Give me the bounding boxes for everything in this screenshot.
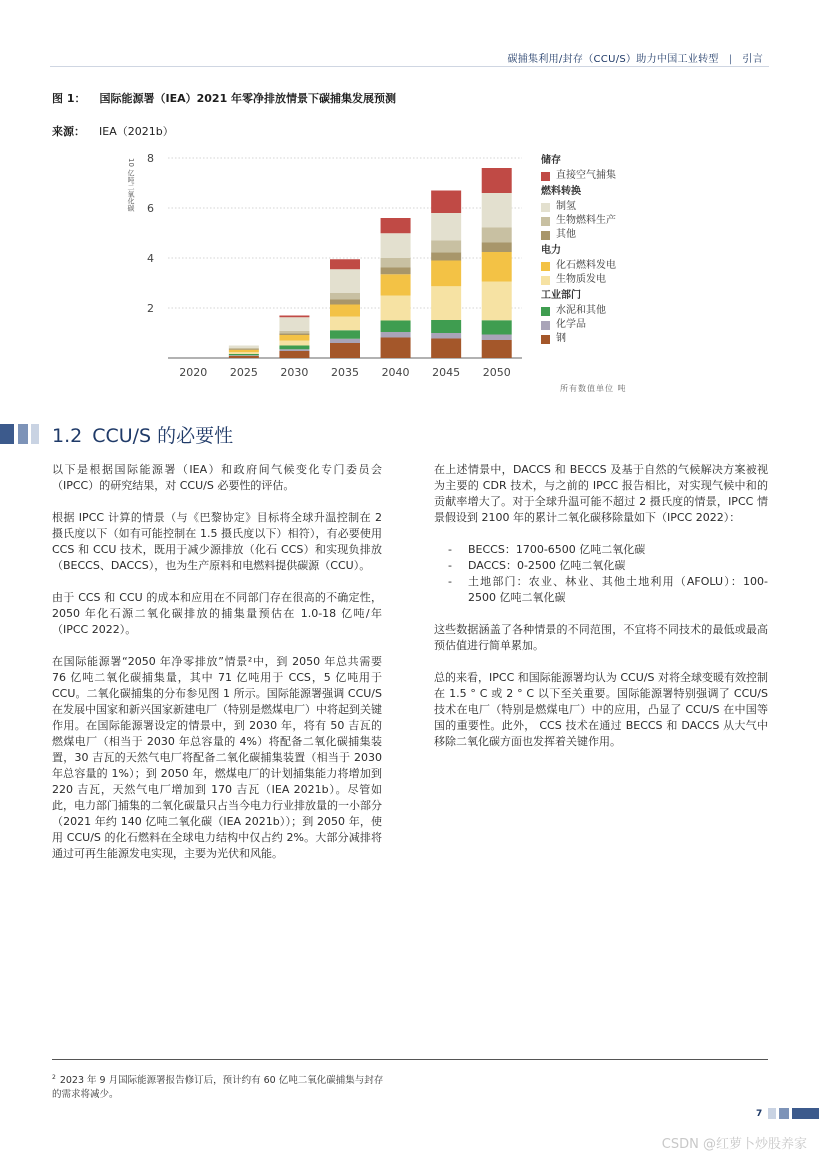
bar-segment	[330, 339, 360, 343]
bar-segment	[381, 338, 411, 359]
footnote	[52, 1071, 392, 1102]
y-tick-label: 2	[147, 302, 154, 315]
figure-source	[52, 123, 174, 139]
bar-segment	[482, 193, 512, 228]
legend-item-cement	[541, 304, 651, 318]
bar-segment	[330, 293, 360, 300]
legend-group-power: 电力	[541, 245, 561, 256]
legend-group-dac: 储存	[541, 155, 561, 166]
section-number: 1.2	[52, 425, 83, 447]
chart-note: 所有数值单位 吨	[560, 384, 627, 393]
legend-swatch-dac	[541, 172, 550, 181]
section-heading	[52, 421, 233, 448]
legend-label-other: 其他	[556, 229, 576, 240]
x-tick-label: 2020	[179, 366, 208, 379]
chart-y-axis-label: 10 亿吨二氧化碳	[127, 158, 135, 212]
bar-segment	[482, 340, 512, 358]
bar-segment	[431, 191, 461, 214]
accent-block-1	[0, 424, 14, 444]
right-column	[434, 462, 768, 766]
figure-source-label: 来源：	[52, 125, 85, 138]
legend-group-fuel: 燃料转换	[541, 186, 581, 197]
bar-segment	[381, 233, 411, 258]
left-paragraph-4: 在国际能源署“2050 年净零排放”情景²中，到 2050 年总共需要 76 亿吨二氧化碳捕集量，其中 71 亿吨用于 CCS，5 亿吨用于 CCU。二氧化碳捕集的分布参见图 1 所示。国际能源署强调 CCU/S 在发展中国家和新兴国家新建电厂（特别是燃煤电厂）中将起到关键作用。在国际能源署设定的情景中，到 2030 年，将有 50 吉瓦的燃煤电厂（相当于 2030 年总容量的 4%）将配备二氧化碳捕集装置，30 吉瓦的天然气电厂将配备二氧化碳捕集装置（相当于 2030 年总容量的 1%）；到 2050 年，燃煤电厂的计划捕集能力将增加到 220 吉瓦，天然气电厂增加到 170 吉瓦（IEA 2021b）。尽管如此，电力部门捕集的二氧化碳量只占当今电力行业排放量的一小部分（2021 年约 140 亿吨二氧化碳（IEA 2021b））；到 2050 年，使用 CCU/S 的化石燃料在全球电力结构中仅占约 2%。大部分减排将通过可再生能源发电实现，主要为光伏和风能。	[52, 655, 382, 860]
legend-swatch-steel	[541, 335, 550, 344]
right-paragraph-3: 总的来看，IPCC 和国际能源署均认为 CCU/S 对将全球变暖有效控制在 1.5 ° C 或 2 ° C 以下至关重要。国际能源署特别强调了 CCU/S 技术在电厂（特别是燃煤电厂）中的应用，凸显了 CCU/S 在中国等国的重要性。此外， CCS 技术在通过 BECCS 和 DACCS 从大气中移除二氧化碳方面也发挥着关键作用。	[434, 671, 768, 748]
list-item: - BECCS：1700-6500 亿吨二氧化碳	[448, 543, 646, 556]
bar-segment	[482, 282, 512, 321]
bar-segment	[330, 330, 360, 339]
bar-segment	[381, 274, 411, 295]
footnote-text: 2023 年 9 月国际能源署报告修订后，预计约有 60 亿吨二氧化碳捕集与封存的需求将减少。	[52, 1075, 384, 1101]
legend-label-hydrogen: 制氢	[556, 201, 576, 212]
bar-segment	[330, 269, 360, 293]
legend-label-biofuel: 生物燃料生产	[556, 215, 616, 226]
bar-segment	[381, 321, 411, 333]
y-tick-label: 4	[147, 252, 154, 265]
list-item: - DACCS：0-2500 亿吨二氧化碳	[448, 559, 626, 572]
bar-segment	[330, 317, 360, 331]
list-item-text: DACCS：0-2500 亿吨二氧化碳	[468, 559, 626, 572]
bar-segment	[431, 320, 461, 333]
bar-segment	[431, 252, 461, 260]
page-accent-bar	[768, 1108, 819, 1119]
bar-segment	[381, 218, 411, 233]
legend-swatch-bio-power	[541, 276, 550, 285]
legend-swatch-hydrogen	[541, 203, 550, 212]
accent-block-2	[18, 424, 28, 444]
right-paragraph-1: 在上述情景中，DACCS 和 BECCS 及基于自然的气候解决方案被视为主要的 CDR 技术，与之前的 IPCC 报告相比，对实现气候中和的贡献率增大了。对于全球升温可能不超过 2 摄氏度的情景，IPCC 情景假设到 2100 年的累计二氧化碳移除量如下（IPCC 2022）：	[434, 463, 768, 524]
legend-swatch-fossil-power	[541, 262, 550, 271]
x-tick-label: 2030	[280, 366, 309, 379]
bar-segment	[279, 316, 309, 318]
legend-item-steel	[541, 332, 651, 346]
legend-item-fossil-power	[541, 259, 651, 273]
footnote-rule	[52, 1059, 768, 1060]
bar-segment	[381, 258, 411, 268]
legend-swatch-other	[541, 231, 550, 240]
bar-segment	[229, 349, 259, 350]
bar-segment	[431, 339, 461, 359]
x-tick-label: 2025	[229, 366, 258, 379]
chart-legend	[541, 152, 651, 346]
bar-segment	[431, 213, 461, 240]
left-column	[52, 462, 382, 878]
page-number: 7	[756, 1109, 763, 1119]
legend-label-chemicals: 化学品	[556, 319, 586, 330]
running-header	[507, 50, 763, 65]
x-tick-label: 2045	[432, 366, 461, 379]
header-separator: |	[728, 54, 733, 65]
bar-segment	[229, 354, 259, 355]
bar-segment	[330, 300, 360, 305]
accent-block-3	[31, 424, 39, 444]
figure-title	[52, 90, 396, 106]
page-accent-2	[779, 1108, 789, 1119]
figure-title-text: 国际能源署（IEA）2021 年零净排放情景下碳捕集发展预测	[99, 92, 397, 105]
bar-segment	[482, 228, 512, 243]
bar-segment	[330, 259, 360, 269]
bar-segment	[279, 341, 309, 346]
figure-source-value: IEA（2021b）	[99, 125, 174, 138]
legend-item-dac	[541, 169, 651, 183]
bar-segment	[330, 305, 360, 317]
footnote-mark: 2	[52, 1074, 56, 1081]
legend-item-other	[541, 228, 651, 242]
legend-swatch-biofuel	[541, 217, 550, 226]
left-paragraph-2: 根据 IPCC 计算的情景（与《巴黎协定》目标将全球升温控制在 2 摄氏度以下（如有可能控制在 1.5 摄氏度以下）相符），有必要使用 CCS 和 CCU 技术，既用于减少源排放（化石 CCS）和实现负排放（BECCS、DACCS），也为生产原料和电燃料提供碳源（CCU）。	[52, 511, 382, 572]
bar-segment	[482, 252, 512, 282]
bar-segment	[482, 243, 512, 253]
bar-segment	[431, 333, 461, 339]
x-tick-label: 2050	[482, 366, 511, 379]
legend-label-cement: 水泥和其他	[556, 305, 606, 316]
bar-segment	[279, 349, 309, 351]
legend-swatch-cement	[541, 307, 550, 316]
bar-segment	[482, 335, 512, 341]
header-rule	[50, 66, 769, 67]
bar-segment	[431, 286, 461, 320]
x-tick-label: 2035	[331, 366, 359, 379]
bar-segment	[279, 331, 309, 334]
bar-segment	[229, 348, 259, 349]
right-paragraph-2: 这些数据涵盖了各种情景的不同范围，不宜将不同技术的最低或最高预估值进行简单累加。	[434, 623, 768, 652]
legend-label-steel: 钢	[556, 333, 566, 344]
left-paragraph-1: 以下是根据国际能源署（IEA）和政府间气候变化专门委员会（IPCC）的研究结果，对 CCU/S 必要性的评估。	[52, 463, 382, 492]
header-section: 引言	[742, 54, 763, 65]
y-tick-label: 8	[147, 152, 154, 165]
bar-segment	[229, 346, 259, 349]
bar-segment	[381, 296, 411, 321]
bar-segment	[229, 355, 259, 356]
page-accent-1	[768, 1108, 776, 1119]
x-tick-label: 2040	[381, 366, 410, 379]
stacked-bar-chart	[120, 146, 540, 386]
bar-segment	[279, 351, 309, 358]
page-accent-3	[792, 1108, 819, 1119]
legend-label-fossil-power: 化石燃料发电	[556, 260, 616, 271]
bar-segment	[381, 332, 411, 338]
bar-segment	[279, 317, 309, 331]
legend-item-biofuel	[541, 214, 651, 228]
bar-segment	[279, 346, 309, 350]
bar-segment	[279, 333, 309, 335]
left-paragraph-3: 由于 CCS 和 CCU 的成本和应用在不同部门存在很高的不确定性，2050 年化石源二氧化碳排放的捕集量预估在 1.0-18 亿吨/年（IPCC 2022）。	[52, 591, 382, 636]
figure-number: 图 1：	[52, 92, 86, 105]
list-item-text: 土地部门：农业、林业、其他土地利用（AFOLU）：100-2500 亿吨二氧化碳	[468, 575, 768, 604]
bar-segment	[482, 320, 512, 334]
legend-group-industry: 工业部门	[541, 290, 581, 301]
legend-item-bio-power	[541, 273, 651, 287]
bar-segment	[381, 268, 411, 275]
section-title: CCU/S 的必要性	[92, 425, 234, 447]
bar-segment	[431, 240, 461, 252]
legend-label-bio-power: 生物质发电	[556, 274, 606, 285]
header-title: 碳捕集利用/封存（CCU/S）助力中国工业转型	[507, 54, 719, 65]
y-tick-label: 6	[147, 202, 154, 215]
cdr-list	[448, 542, 768, 606]
legend-label-dac: 直接空气捕集	[556, 170, 616, 181]
watermark: CSDN @红萝卜炒股养家	[661, 1137, 807, 1152]
legend-item-chemicals	[541, 318, 651, 332]
legend-swatch-chemicals	[541, 321, 550, 330]
legend-item-hydrogen	[541, 200, 651, 214]
bar-segment	[330, 343, 360, 358]
bar-segment	[431, 261, 461, 287]
bar-segment	[279, 335, 309, 341]
bar-segment	[229, 350, 259, 353]
bar-segment	[229, 356, 259, 358]
section-accent-bar	[0, 424, 39, 444]
list-item-text: BECCS：1700-6500 亿吨二氧化碳	[468, 543, 646, 556]
list-item: - 土地部门：农业、林业、其他土地利用（AFOLU）：100-2500 亿吨二氧化碳	[448, 575, 768, 604]
bar-segment	[229, 352, 259, 354]
bar-segment	[482, 168, 512, 193]
